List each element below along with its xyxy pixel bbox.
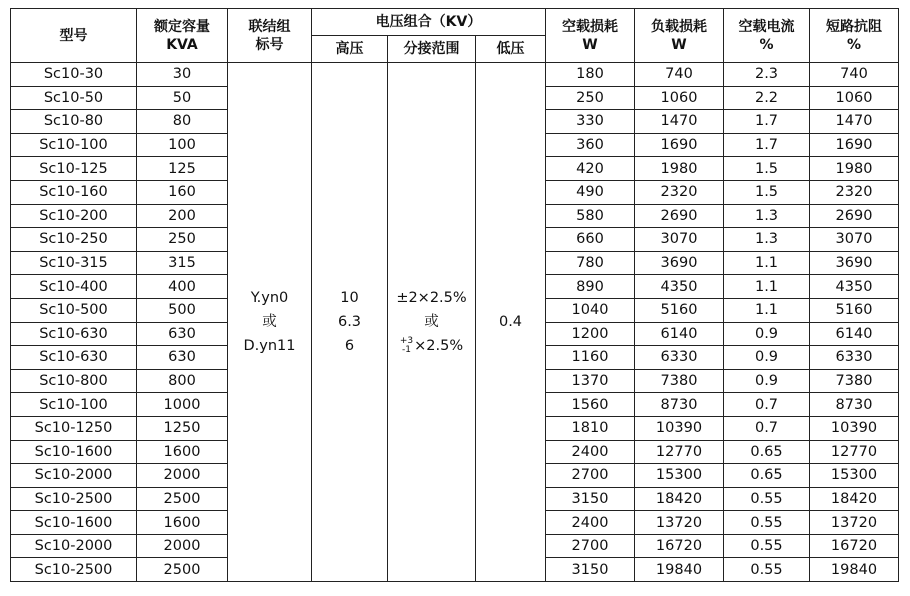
- cell-capacity: 630: [137, 346, 228, 370]
- tap-range-sub: -1: [402, 345, 411, 356]
- cell-capacity: 2500: [137, 487, 228, 511]
- cell-short-circuit-impedance: 15300: [810, 464, 899, 488]
- cell-no-load-loss: 890: [546, 275, 635, 299]
- cell-no-load-current: 1.1: [724, 275, 810, 299]
- cell-capacity: 30: [137, 63, 228, 87]
- cell-short-circuit-impedance: 1690: [810, 133, 899, 157]
- cell-model: Sc10-400: [11, 275, 137, 299]
- tap-range-sup: +3: [399, 336, 414, 347]
- cell-no-load-loss: 360: [546, 133, 635, 157]
- cell-no-load-current: 0.9: [724, 346, 810, 370]
- cell-no-load-current: 1.1: [724, 298, 810, 322]
- cell-high-voltage: [312, 63, 388, 582]
- hv-value-1: 10: [340, 290, 359, 307]
- cell-load-loss: 12770: [635, 440, 724, 464]
- cell-no-load-loss: 1200: [546, 322, 635, 346]
- cell-short-circuit-impedance: 1060: [810, 86, 899, 110]
- cell-model: Sc10-30: [11, 63, 137, 87]
- cell-no-load-loss: 1160: [546, 346, 635, 370]
- header-capacity-label: 额定容量: [154, 18, 210, 35]
- cell-capacity: 80: [137, 110, 228, 134]
- cell-model: Sc10-160: [11, 180, 137, 204]
- cell-load-loss: 1060: [635, 86, 724, 110]
- cell-model: Sc10-630: [11, 322, 137, 346]
- cell-load-loss: 4350: [635, 275, 724, 299]
- cell-no-load-loss: 2700: [546, 464, 635, 488]
- cell-model: Sc10-2000: [11, 534, 137, 558]
- tap-range-2: [388, 334, 475, 358]
- cell-no-load-current: 1.3: [724, 204, 810, 228]
- cell-no-load-current: 0.7: [724, 416, 810, 440]
- table-body: [11, 63, 899, 582]
- cell-load-loss: 13720: [635, 511, 724, 535]
- cell-no-load-current: 0.65: [724, 464, 810, 488]
- cell-load-loss: 2320: [635, 180, 724, 204]
- cell-no-load-loss: 2700: [546, 534, 635, 558]
- cell-connection-group: [228, 63, 312, 582]
- transformer-spec-table: [10, 8, 899, 582]
- header-high-voltage: 高压: [312, 36, 388, 63]
- cell-capacity: 200: [137, 204, 228, 228]
- cell-capacity: 400: [137, 275, 228, 299]
- cell-capacity: 250: [137, 228, 228, 252]
- header-load-loss-label: 负载损耗: [651, 18, 707, 35]
- cell-short-circuit-impedance: 7380: [810, 369, 899, 393]
- cell-short-circuit-impedance: 12770: [810, 440, 899, 464]
- cell-short-circuit-impedance: 4350: [810, 275, 899, 299]
- connection-a: Y.yn0: [250, 290, 289, 307]
- cell-load-loss: 3070: [635, 228, 724, 252]
- cell-model: Sc10-1250: [11, 416, 137, 440]
- cell-short-circuit-impedance: 1980: [810, 157, 899, 181]
- cell-capacity: 50: [137, 86, 228, 110]
- cell-no-load-current: 0.9: [724, 322, 810, 346]
- header-tap-range: 分接范围: [388, 36, 476, 63]
- cell-no-load-loss: 1810: [546, 416, 635, 440]
- cell-capacity: 800: [137, 369, 228, 393]
- cell-capacity: 1000: [137, 393, 228, 417]
- header-low-voltage: 低压: [476, 36, 546, 63]
- cell-no-load-loss: 660: [546, 228, 635, 252]
- cell-model: Sc10-1600: [11, 440, 137, 464]
- cell-capacity: 500: [137, 298, 228, 322]
- header-no-load-current-unit: %: [759, 36, 774, 53]
- cell-no-load-loss: 2400: [546, 511, 635, 535]
- cell-short-circuit-impedance: 2320: [810, 180, 899, 204]
- cell-model: Sc10-80: [11, 110, 137, 134]
- cell-no-load-current: 1.5: [724, 180, 810, 204]
- cell-no-load-current: 2.3: [724, 63, 810, 87]
- cell-no-load-current: 2.2: [724, 86, 810, 110]
- header-no-load-loss-unit: W: [582, 36, 598, 53]
- cell-model: Sc10-2000: [11, 464, 137, 488]
- header-connection-line1: 联结组: [248, 18, 291, 35]
- hv-value-2: 6.3: [337, 314, 362, 331]
- cell-model: Sc10-200: [11, 204, 137, 228]
- header-impedance-label: 短路抗阻: [826, 18, 882, 35]
- cell-capacity: 315: [137, 251, 228, 275]
- cell-short-circuit-impedance: 3690: [810, 251, 899, 275]
- cell-load-loss: 1470: [635, 110, 724, 134]
- cell-low-voltage: 0.4: [476, 63, 546, 582]
- cell-model: Sc10-125: [11, 157, 137, 181]
- table-row: [11, 63, 899, 87]
- cell-capacity: 1600: [137, 511, 228, 535]
- connection-or: 或: [262, 314, 277, 331]
- cell-tap-range: [388, 63, 476, 582]
- cell-model: Sc10-500: [11, 298, 137, 322]
- header-no-load-current-label: 空载电流: [738, 18, 795, 35]
- cell-no-load-loss: 490: [546, 180, 635, 204]
- cell-model: Sc10-2500: [11, 558, 137, 582]
- cell-load-loss: 3690: [635, 251, 724, 275]
- cell-capacity: 1250: [137, 416, 228, 440]
- cell-capacity: 100: [137, 133, 228, 157]
- cell-short-circuit-impedance: 1470: [810, 110, 899, 134]
- tap-range-or: 或: [424, 314, 439, 331]
- cell-load-loss: 1980: [635, 157, 724, 181]
- cell-no-load-loss: 780: [546, 251, 635, 275]
- cell-no-load-loss: 580: [546, 204, 635, 228]
- cell-load-loss: 6330: [635, 346, 724, 370]
- header-no-load-loss: [546, 9, 635, 63]
- cell-load-loss: 7380: [635, 369, 724, 393]
- cell-load-loss: 19840: [635, 558, 724, 582]
- cell-short-circuit-impedance: 18420: [810, 487, 899, 511]
- header-short-circuit-impedance: [810, 9, 899, 63]
- cell-model: Sc10-315: [11, 251, 137, 275]
- cell-no-load-loss: 3150: [546, 487, 635, 511]
- header-voltage-group: 电压组合（KV）: [312, 9, 546, 36]
- hv-value-3: 6: [344, 338, 355, 355]
- cell-model: Sc10-1600: [11, 511, 137, 535]
- cell-no-load-loss: 2400: [546, 440, 635, 464]
- cell-short-circuit-impedance: 6330: [810, 346, 899, 370]
- cell-short-circuit-impedance: 10390: [810, 416, 899, 440]
- cell-load-loss: 15300: [635, 464, 724, 488]
- cell-short-circuit-impedance: 3070: [810, 228, 899, 252]
- cell-capacity: 2000: [137, 464, 228, 488]
- header-load-loss: [635, 9, 724, 63]
- cell-load-loss: 8730: [635, 393, 724, 417]
- header-no-load-loss-label: 空载损耗: [562, 18, 618, 35]
- cell-no-load-loss: 330: [546, 110, 635, 134]
- header-impedance-unit: %: [846, 36, 862, 53]
- cell-short-circuit-impedance: 16720: [810, 534, 899, 558]
- header-row-1: [11, 9, 899, 36]
- cell-no-load-current: 0.65: [724, 440, 810, 464]
- cell-no-load-current: 1.3: [724, 228, 810, 252]
- header-connection-line2: 标号: [255, 36, 284, 53]
- cell-no-load-current: 1.7: [724, 133, 810, 157]
- cell-short-circuit-impedance: 13720: [810, 511, 899, 535]
- cell-load-loss: 6140: [635, 322, 724, 346]
- cell-capacity: 2500: [137, 558, 228, 582]
- header-no-load-current: [724, 9, 810, 63]
- tap-range-1: ±2×2.5%: [396, 290, 467, 307]
- cell-model: Sc10-50: [11, 86, 137, 110]
- cell-capacity: 2000: [137, 534, 228, 558]
- cell-load-loss: 5160: [635, 298, 724, 322]
- cell-no-load-current: 1.7: [724, 110, 810, 134]
- cell-short-circuit-impedance: 740: [810, 63, 899, 87]
- cell-no-load-loss: 1370: [546, 369, 635, 393]
- cell-no-load-loss: 180: [546, 63, 635, 87]
- cell-no-load-current: 0.55: [724, 558, 810, 582]
- cell-capacity: 125: [137, 157, 228, 181]
- cell-capacity: 630: [137, 322, 228, 346]
- cell-load-loss: 10390: [635, 416, 724, 440]
- header-capacity: [137, 9, 228, 63]
- header-model: 型号: [11, 9, 137, 63]
- tap-range-2-text: ×2.5%: [414, 338, 464, 355]
- cell-short-circuit-impedance: 8730: [810, 393, 899, 417]
- cell-load-loss: 2690: [635, 204, 724, 228]
- header-capacity-unit: KVA: [166, 36, 198, 53]
- cell-no-load-current: 0.7: [724, 393, 810, 417]
- cell-no-load-loss: 3150: [546, 558, 635, 582]
- cell-model: Sc10-2500: [11, 487, 137, 511]
- cell-model: Sc10-630: [11, 346, 137, 370]
- cell-no-load-current: 0.55: [724, 511, 810, 535]
- cell-model: Sc10-100: [11, 133, 137, 157]
- cell-load-loss: 740: [635, 63, 724, 87]
- cell-capacity: 1600: [137, 440, 228, 464]
- cell-no-load-loss: 1040: [546, 298, 635, 322]
- cell-model: Sc10-250: [11, 228, 137, 252]
- header-load-loss-unit: W: [671, 36, 687, 53]
- cell-no-load-loss: 250: [546, 86, 635, 110]
- cell-model: Sc10-800: [11, 369, 137, 393]
- cell-model: Sc10-100: [11, 393, 137, 417]
- cell-capacity: 160: [137, 180, 228, 204]
- cell-no-load-current: 1.1: [724, 251, 810, 275]
- cell-load-loss: 18420: [635, 487, 724, 511]
- cell-no-load-loss: 420: [546, 157, 635, 181]
- tap-range-fraction: [400, 337, 413, 355]
- cell-load-loss: 16720: [635, 534, 724, 558]
- cell-short-circuit-impedance: 2690: [810, 204, 899, 228]
- cell-no-load-loss: 1560: [546, 393, 635, 417]
- connection-b: D.yn11: [243, 338, 296, 355]
- cell-no-load-current: 1.5: [724, 157, 810, 181]
- cell-no-load-current: 0.55: [724, 534, 810, 558]
- cell-short-circuit-impedance: 6140: [810, 322, 899, 346]
- header-connection: [228, 9, 312, 63]
- cell-no-load-current: 0.9: [724, 369, 810, 393]
- cell-no-load-current: 0.55: [724, 487, 810, 511]
- cell-short-circuit-impedance: 5160: [810, 298, 899, 322]
- cell-load-loss: 1690: [635, 133, 724, 157]
- cell-short-circuit-impedance: 19840: [810, 558, 899, 582]
